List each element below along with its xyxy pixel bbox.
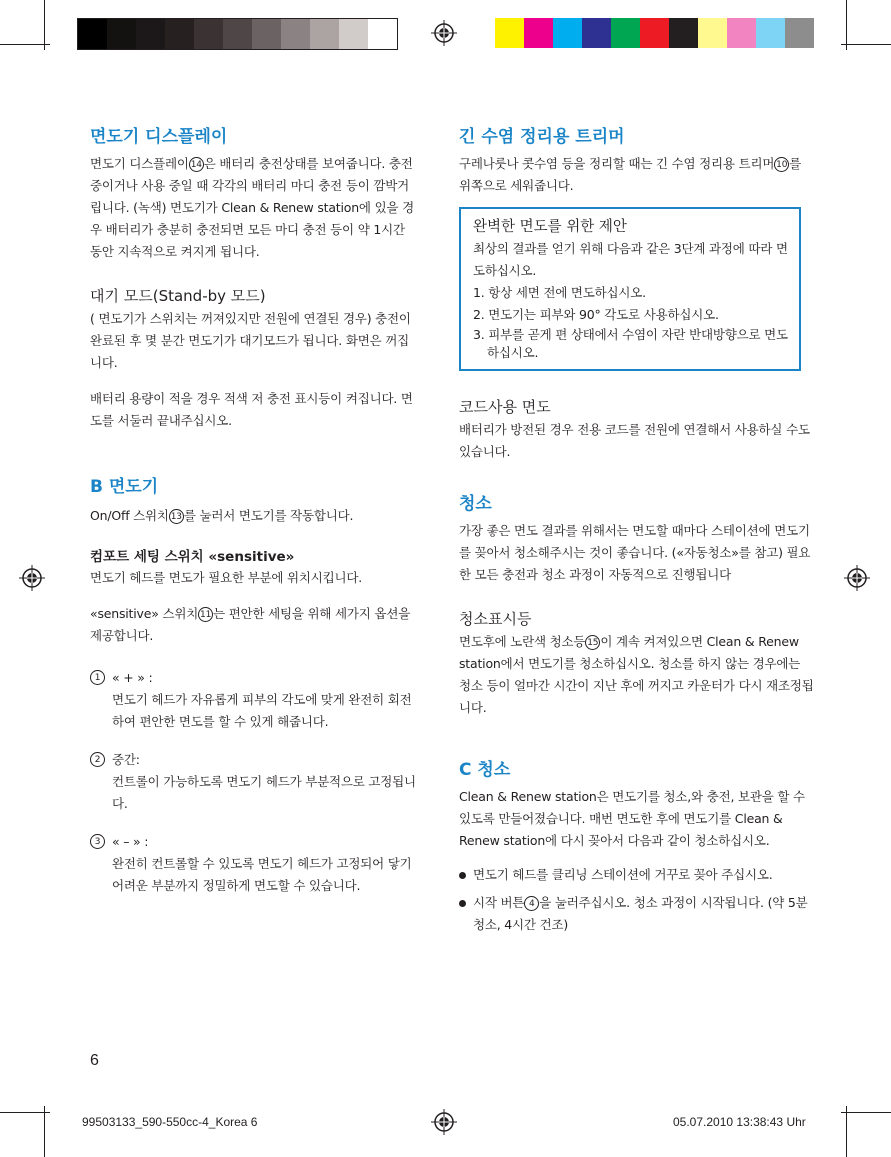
section-title-c-cleaning: C 청소: [459, 760, 511, 780]
tips-step: 3. 피부를 곧게 편 상태에서 수염이 자란 반대방향으로 면도하십시오.: [473, 327, 788, 360]
option-number: 2: [90, 752, 105, 767]
registration-mark-icon: [431, 20, 457, 46]
section-title-shaver: B 면도기: [90, 477, 159, 497]
comfort-paragraph-2: «sensitive» 스위치 11 는 편안한 세팅을 위해 세가지 옵션을 제공합니다.: [90, 606, 411, 643]
section-title-cleaning: 청소: [459, 494, 492, 514]
list-item: [90, 831, 420, 897]
option-number: 1: [90, 670, 105, 685]
registration-mark-icon: [431, 1109, 457, 1135]
color-calibration-bar: [495, 18, 814, 48]
color-swatch: [165, 19, 194, 49]
callout-number: 4: [524, 896, 539, 911]
color-swatch: [495, 18, 524, 48]
callout-number: 10: [774, 157, 789, 172]
option-label: « – » :: [112, 834, 149, 849]
color-swatch: [698, 18, 727, 48]
tips-title: 완벽한 면도를 위한 제안: [473, 219, 627, 235]
color-swatch: [785, 18, 814, 48]
callout-number: 15: [585, 635, 600, 650]
color-swatch: [368, 19, 397, 49]
left-column: [90, 122, 420, 897]
color-swatch: [582, 18, 611, 48]
crop-mark: [841, 1112, 891, 1113]
color-swatch: [339, 19, 368, 49]
onoff-paragraph: On/Off 스위치 13 를 눌러서 면도기를 작동합니다.: [90, 508, 354, 523]
section-title-display: 면도기 디스플레이: [90, 127, 228, 147]
option-text: 컨트롤이 가능하도록 면도기 헤드가 부분적으로 고정됩니다.: [112, 774, 416, 811]
registration-mark-icon: [844, 565, 870, 591]
bullet-icon: [459, 872, 466, 879]
standby-paragraph: ( 면도기가 스위치는 꺼져있지만 전원에 연결된 경우) 충전이 완료된 후 몇 분간 면도기가 대기모드가 됩니다. 화면은 꺼집니다.: [90, 311, 411, 370]
color-swatch: [78, 19, 107, 49]
right-column-lower: [459, 396, 815, 936]
color-swatch: [640, 18, 669, 48]
tips-box: [459, 207, 801, 371]
section-title-cleaning-indicator: 청소표시등: [459, 610, 532, 628]
list-item: [90, 749, 420, 815]
tips-step: 2. 면도기는 피부와 90° 각도로 사용하십시오.: [473, 307, 719, 322]
color-swatch: [107, 19, 136, 49]
comfort-options-list: [90, 667, 420, 897]
color-swatch: [756, 18, 785, 48]
c-cleaning-paragraph: Clean & Renew station은 면도기를 청소,와 충전, 보관을 할 수 있도록 만들어졌습니다. 매번 면도한 후에 면도기를 Clean & Renew station에 다시 꽂아서 다음과 같이 청소하십시오.: [459, 789, 805, 848]
callout-number: 13: [169, 509, 184, 524]
color-swatch: [524, 18, 553, 48]
option-label: 중간:: [112, 752, 140, 767]
color-swatch: [223, 19, 252, 49]
cleaning-paragraph: 가장 좋은 면도 결과를 위해서는 면도할 때마다 스테이션에 면도기를 꽂아서 청소해주시는 것이 좋습니다. («자동청소»를 참고) 필요한 모든 충전과 청소 과정이 자동적으로 진행됩니다: [459, 523, 811, 582]
section-title-comfort: 컴포트 세팅 스위치 «sensitive»: [90, 549, 295, 565]
low-battery-paragraph: 배터리 용량이 적을 경우 적색 저 충전 표시등이 켜집니다. 면도를 서둘러 끝내주십시오.: [90, 391, 413, 428]
crop-mark: [44, 1106, 45, 1157]
section-title-standby: 대기 모드(Stand-by 모드): [90, 287, 266, 305]
list-item: 시작 버튼 4 을 눌러주십시오. 청소 과정이 시작됩니다. (약 5분 청소, 4시간 건조): [459, 892, 815, 936]
cord-paragraph: 배터리가 방전된 경우 전용 코드를 전원에 연결해서 사용하실 수도 있습니다.: [459, 422, 810, 459]
grayscale-calibration-bar: [77, 18, 398, 50]
color-swatch: [136, 19, 165, 49]
crop-mark: [44, 0, 45, 50]
section-title-trimmer: 긴 수염 정리용 트리머: [459, 127, 625, 147]
bullet-icon: [459, 900, 466, 907]
option-number: 3: [90, 834, 105, 849]
registration-mark-icon: [19, 565, 45, 591]
color-swatch: [611, 18, 640, 48]
right-column: [459, 122, 811, 197]
page-number: 6: [90, 1052, 99, 1069]
callout-number: 11: [198, 607, 213, 622]
comfort-paragraph-1: 면도기 헤드를 면도가 필요한 부분에 위치시킵니다.: [90, 570, 363, 585]
tips-intro: 최상의 결과를 얻기 위해 다음과 같은 3단계 과정에 따라 면도하십시오.: [473, 241, 788, 278]
trimmer-paragraph: 구레나룻나 콧수염 등을 정리할 때는 긴 수염 정리용 트리머 10 를 위쪽으로 세워줍니다.: [459, 156, 802, 193]
color-swatch: [310, 19, 339, 49]
option-label: « + » :: [112, 670, 153, 685]
crop-mark: [846, 0, 847, 50]
footer-left: 99503133_590-550cc-4_Korea 6: [82, 1115, 258, 1129]
display-paragraph: 면도기 디스플레이 14 은 배터리 충전상태를 보여줍니다. 충전 중이거나 사용 중일 때 각각의 배터리 마디 충전 등이 깜박거립니다. (녹색) 면도기가 Clean & Renew station에 있을 경우 배터리가 충분히 충전되면 모든 마디 충전 등이 약 1시간 동안 지속적으로 켜지게 됩니다.: [90, 156, 414, 259]
cleaning-indicator-paragraph: 면도후에 노란색 청소등 15 이 계속 켜져있으면 Clean & Renew station에서 면도기를 청소하십시오. 청소를 하지 않는 경우에는 청소 등이 얼마간 시간이 지난 후에 꺼지고 카운터가 다시 재조정됩니다.: [459, 634, 814, 715]
crop-mark: [0, 1112, 50, 1113]
crop-mark: [841, 44, 891, 45]
crop-mark: [0, 44, 50, 45]
color-swatch: [281, 19, 310, 49]
option-text: 면도기 헤드가 자유롭게 피부의 각도에 맞게 완전히 회전하여 편안한 면도를 할 수 있게 해줍니다.: [112, 692, 412, 729]
footer-right: 05.07.2010 13:38:43 Uhr: [673, 1115, 806, 1129]
list-item: [90, 667, 420, 733]
tips-step: 1. 항상 세면 전에 면도하십시오.: [473, 285, 646, 300]
color-swatch: [553, 18, 582, 48]
list-item: 면도기 헤드를 클리닝 스테이션에 거꾸로 꽂아 주십시오.: [459, 864, 815, 886]
section-title-cord: 코드사용 면도: [459, 398, 551, 416]
color-swatch: [194, 19, 223, 49]
callout-number: 14: [189, 157, 204, 172]
option-text: 완전히 컨트롤할 수 있도록 면도기 헤드가 고정되어 닿기 어려운 부분까지 정밀하게 면도할 수 있습니다.: [112, 856, 412, 893]
color-swatch: [669, 18, 698, 48]
crop-mark: [846, 1106, 847, 1157]
color-swatch: [727, 18, 756, 48]
color-swatch: [252, 19, 281, 49]
